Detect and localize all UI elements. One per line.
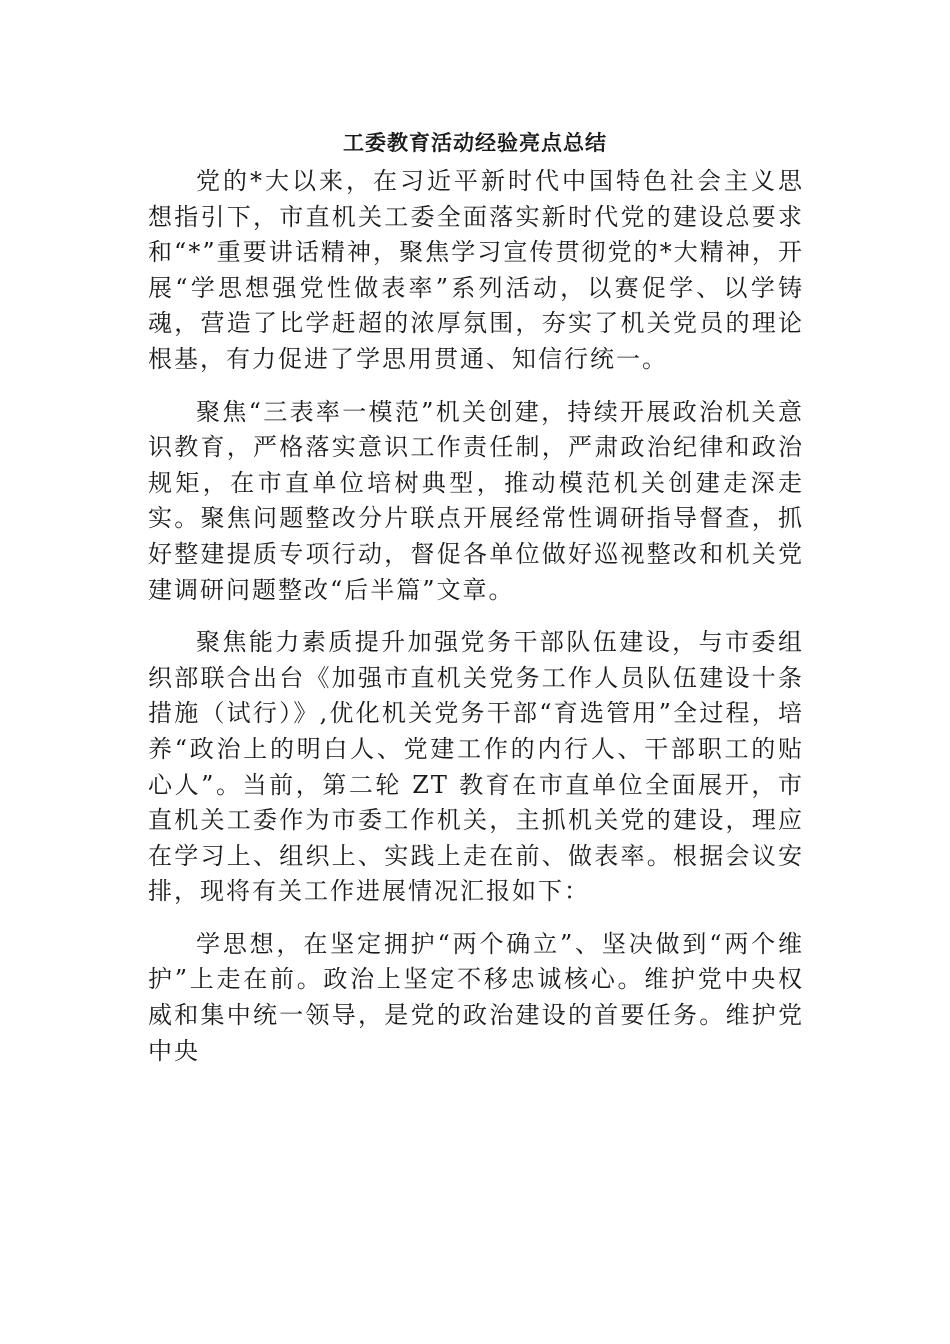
paragraph-2: 聚焦“三表率一模范”机关创建，持续开展政治机关意识教育，严格落实意识工作责任制，严肃政治纪律和政治规矩，在市直单位培树典型，推动模范机关创建走深走实。聚焦问题整改分片联点开展经常性调研指导督查，抓好整建提质专项行动，督促各单位做好巡视整改和机关党建调研问题整改“后半篇”文章。 bbox=[148, 397, 804, 604]
paragraph-4: 学思想，在坚定拥护“两个确立”、坚决做到“两个维护”上走在前。政治上坚定不移忠诚核心。维护党中央权威和集中统一领导，是党的政治建设的首要任务。维护党中央 bbox=[148, 929, 804, 1065]
paragraph-3: 聚焦能力素质提升加强党务干部队伍建设，与市委组织部联合出台《加强市直机关党务工作人员队伍建设十条措施（试行）》,优化机关党务干部“育选管用”全过程，培养“政治上的明白人、党建工作的内行人、干部职工的贴心人”。当前，第二轮 ZT 教育在市直单位全面展开，市直机关工委作为市委工作机关，主抓机关党的建设，理应在学习上、组织上、实践上走在前、做表率。根据会议安排，现将有关工作进展情况汇报如下： bbox=[148, 628, 804, 906]
document-title: 工委教育活动经验亮点总结 bbox=[343, 130, 607, 155]
paragraph-1: 党的*大以来，在习近平新时代中国特色社会主义思想指引下，市直机关工委全面落实新时代党的建设总要求和“*”重要讲话精神，聚焦学习宣传贯彻党的*大精神，开展“学思想强党性做表率”系列活动，以赛促学、以学铸魂，营造了比学赶超的浓厚氛围，夯实了机关党员的理论根基，有力促进了学思用贯通、知信行统一。 bbox=[148, 167, 804, 373]
document-body bbox=[148, 164, 804, 1069]
